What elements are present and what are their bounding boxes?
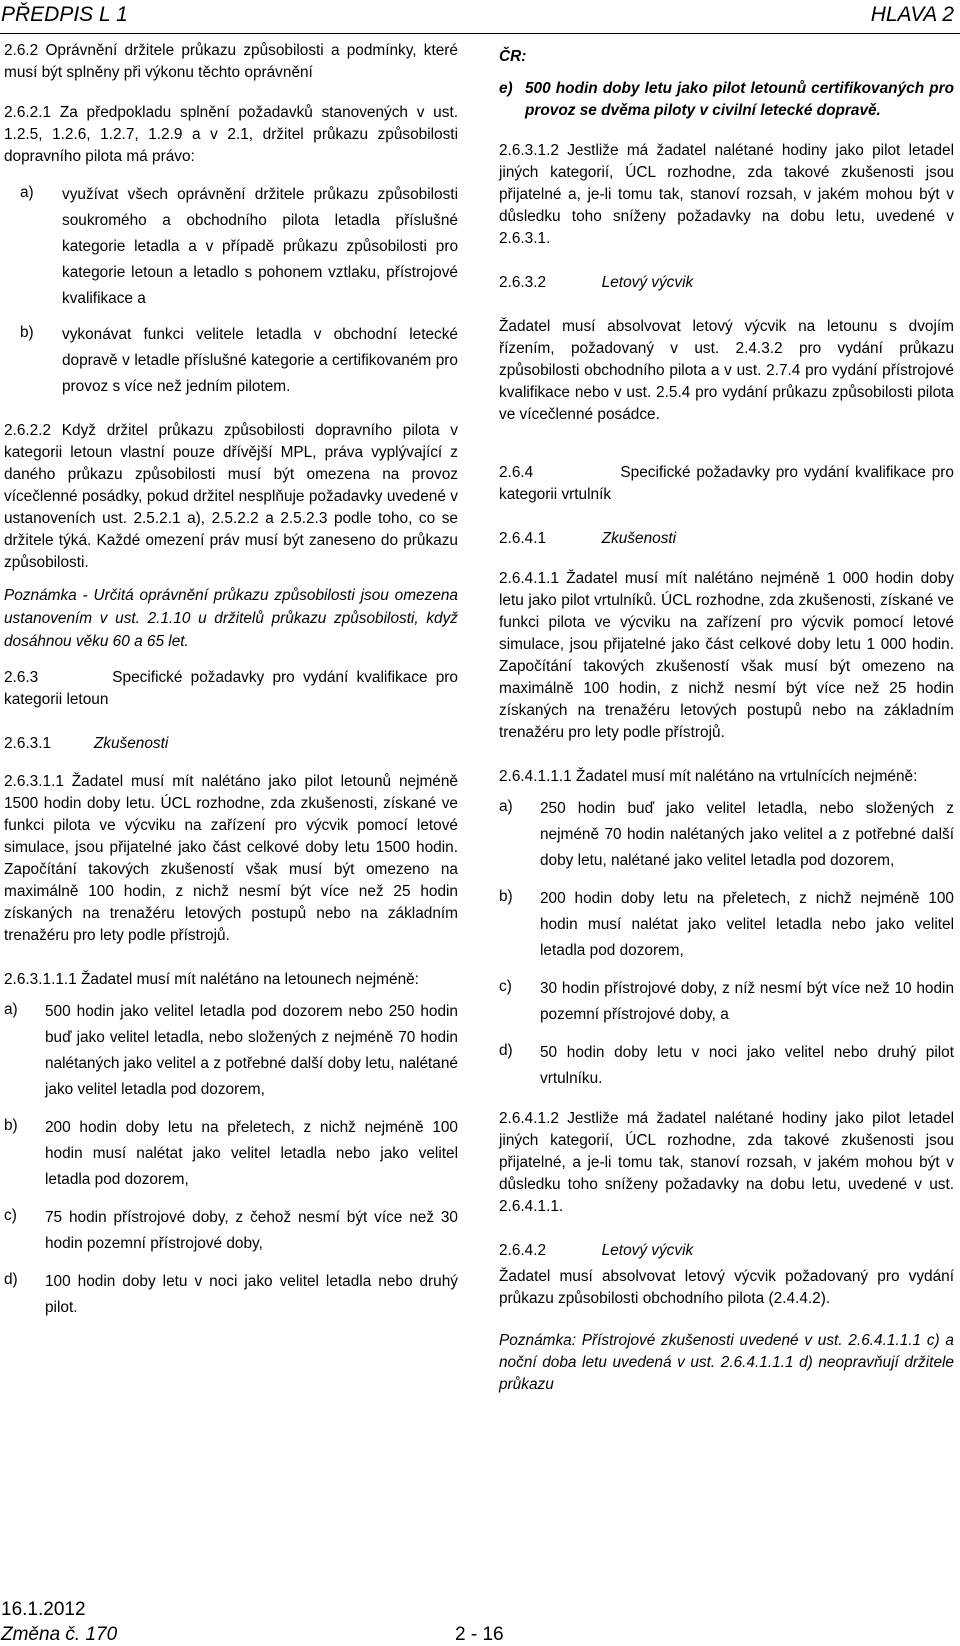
list-item (499, 796, 954, 874)
heading-2-6-3-1-number: 2.6.3.1 (4, 735, 52, 752)
heading-2-6-4-text: Specifické požadavky pro vydání kvalifikace pro kategorii vrtulník (499, 464, 954, 503)
list-item-marker: b) (20, 324, 34, 341)
list-item-marker: c) (499, 978, 512, 995)
heading-2-6-4-1-text: Zkušenosti (601, 530, 677, 547)
list-item (499, 886, 954, 964)
airplane-experience-list (4, 999, 458, 1321)
heading-2-6-3-1 (4, 733, 458, 755)
list-item-marker: d) (499, 1042, 513, 1059)
heading-2-6-4-1 (499, 528, 954, 550)
header-regulation: PŘEDPIS L 1 (1, 3, 128, 26)
footer-page-number: 2 - 16 (455, 1624, 504, 1645)
list-item-marker: e) (499, 80, 513, 97)
right-column (499, 46, 954, 1396)
left-column (4, 40, 458, 1321)
list-item-text: 75 hodin přístrojové doby, z čehož nesmí být více než 30 hodin pozemní přístrojové doby, (45, 1209, 458, 1252)
heading-2-6-4-number: 2.6.4 (499, 464, 534, 481)
heading-2-6-2-text: Oprávnění držitele průkazu způsobilosti a podmínky, které musí být splněny při výkonu těchto oprávnění (4, 42, 458, 81)
paragraph-2-6-4-1-1-1: 2.6.4.1.1.1 Žadatel musí mít nalétáno na vrtulnících nejméně: (499, 768, 918, 785)
paragraph-2-6-3-1-1-1: 2.6.3.1.1.1 Žadatel musí mít nalétáno na letounech nejméně: (4, 971, 419, 988)
heading-2-6-4-2-text: Letový výcvik (601, 1242, 694, 1259)
heading-2-6-3-1-text: Zkušenosti (93, 735, 169, 752)
list-item-marker: a) (4, 1001, 18, 1018)
heading-2-6-4 (499, 462, 954, 506)
list-item-marker: a) (20, 184, 34, 201)
heading-2-6-2 (4, 40, 458, 84)
list-item-text: 100 hodin doby letu v noci jako velitel letadla nebo druhý pilot. (45, 1273, 458, 1316)
cr-national-label: ČR: (499, 48, 527, 65)
list-item-text: 500 hodin doby letu jako pilot letounů certifikovaných pro provoz se dvěma piloty v civilní letecké dopravě. (525, 80, 954, 119)
list-item-marker: b) (499, 888, 513, 905)
footer-date: 16.1.2012 (1, 1599, 86, 1620)
page-header (0, 0, 960, 34)
list-item (4, 1115, 458, 1193)
paragraph-2-6-3-2: Žadatel musí absolvovat letový výcvik na letounu s dvojím řízením, požadovaný v ust. 2.4.3.2 pro vydání průkazu způsobilosti obchodního pilota a v ust. 2.7.4 pro vydání přístrojové kvalifikace nebo v ust. 2.5.4 pro vydání průkazu způsobilosti pilota ve vícečlenné posádce. (499, 318, 954, 423)
list-item-text: 30 hodin přístrojové doby, z níž nesmí být více než 10 hodin pozemní přístrojové doby, a (540, 980, 954, 1023)
helicopter-experience-list (499, 796, 954, 1092)
paragraph-2-6-4-1-2: 2.6.4.1.2 Jestliže má žadatel nalétané hodiny jako pilot letadel jiných kategorií, ÚCL rozhodne, zda takové zkušenosti jsou přijatelné, a je-li tomu tak, stanoví rozsah, v jakém mohou být v důsledku toho sníženy požadavky na dobu letu, uvedené v ust. 2.6.4.1.1. (499, 1110, 954, 1215)
list-item (499, 1040, 954, 1092)
list-item-text: 200 hodin doby letu na přeletech, z nichž nejméně 100 hodin musí nalétat jako velitel letadla nebo jako velitel letadla pod dozorem, (540, 890, 954, 959)
heading-2-6-2-number: 2.6.2 (4, 42, 39, 59)
list-item (499, 976, 954, 1028)
list-item (4, 999, 458, 1103)
heading-2-6-3-number: 2.6.3 (4, 669, 39, 686)
heading-2-6-3-2-text: Letový výcvik (601, 274, 694, 291)
paragraph-2-6-4-2: Žadatel musí absolvovat letový výcvik požadovaný pro vydání průkazu způsobilosti obchodního pilota (2.4.4.2). (499, 1268, 954, 1307)
note-age-limits: Poznámka - Určitá oprávnění průkazu způsobilosti jsou omezena ustanovením v ust. 2.1.10 u držitelů průkazu způsobilosti, když dosáhnou věku 60 a 65 let. (4, 587, 458, 650)
list-item-text: 50 hodin doby letu v noci jako velitel nebo druhý pilot vrtulníku. (540, 1044, 954, 1087)
list-item (20, 182, 458, 312)
footer-change: Změna č. 170 (1, 1624, 118, 1645)
list-item-text: vykonávat funkci velitele letadla v obchodní letecké dopravě v letadle příslušné kategorie a certifikovaném pro provoz s více než jedním pilotem. (62, 326, 458, 395)
cr-item (499, 78, 954, 122)
paragraph-2-6-2-2: 2.6.2.2 Když držitel průkazu způsobilosti dopravního pilota v kategorii letoun vlastní pouze dřívější MPL, práva vyplývající z daného průkazu způsobilosti musí být omezena na provoz vícečlenné posádky, pokud držitel nesplňuje požadavky uvedené v ustanoveních ust. 2.5.2.1 a), 2.5.2.2 a 2.5.2.3 podle toho, co se držitele týká. Každé omezení práv musí být zaneseno do průkazu způsobilosti. (4, 422, 458, 571)
list-item-marker: a) (499, 798, 513, 815)
paragraph-2-6-3-1-1: 2.6.3.1.1 Žadatel musí mít nalétáno jako pilot letounů nejméně 1500 hodin doby letu. ÚCL rozhodne, zda zkušenosti, získané ve funkci pilota ve výcviku na zařízení pro výcvik pomocí letové simulace, jsou přijatelné jako část celkové doby letu 1500 hodin. Započítání takových zkušeností však musí být omezeno na maximálně 100 hodin, z nichž nesmí být více než 25 hodin získaných na trenažéru letových postupů nebo na základním trenažéru pro lety podle přístrojů. (4, 773, 458, 944)
list-item-marker: d) (4, 1271, 18, 1288)
rights-list (4, 182, 458, 400)
list-item (4, 1269, 458, 1321)
heading-2-6-3-text: Specifické požadavky pro vydání kvalifikace pro kategorii letoun (4, 669, 458, 708)
heading-2-6-4-2 (499, 1240, 954, 1262)
list-item-text: 250 hodin buď jako velitel letadla, nebo složených z nejméně 70 hodin nalétaných jako velitel a z potřebné další doby letu, nalétané jako velitel letadla pod dozorem, (540, 800, 954, 869)
list-item-text: 500 hodin jako velitel letadla pod dozorem nebo 250 hodin buď jako velitel letadla, nebo složených z nejméně 70 hodin nalétaných jako velitel a z potřebné další doby letu, nalétané jako velitel letadla pod dozorem, (45, 1003, 458, 1098)
header-chapter: HLAVA 2 (870, 3, 954, 26)
list-item-text: 200 hodin doby letu na přeletech, z nichž nejméně 100 hodin musí nalétat jako velitel letadla nebo jako velitel letadla pod dozorem, (45, 1119, 458, 1188)
list-item (20, 322, 458, 400)
list-item-text: využívat všech oprávnění držitele průkazu způsobilosti soukromého a obchodního pilota letadla příslušné kategorie letadla a v případě průkazu způsobilosti pro kategorie letoun a letadlo s pohonem vztlaku, přístrojové kvalifikace a (62, 186, 458, 307)
paragraph-2-6-3-1-2: 2.6.3.1.2 Jestliže má žadatel nalétané hodiny jako pilot letadel jiných kategorií, ÚCL rozhodne, zda takové zkušenosti jsou přijatelné a, je-li tomu tak, stanoví rozsah, v jakém mohou být v důsledku toho sníženy požadavky na dobu letu, uvedené v 2.6.3.1. (499, 142, 954, 247)
paragraph-2-6-2-1: 2.6.2.1 Za předpokladu splnění požadavků stanovených v ust. 1.2.5, 1.2.6, 1.2.7, 1.2.9 a v 2.1, držitel průkazu způsobilosti dopravního pilota má právo: (4, 104, 458, 165)
list-item-marker: c) (4, 1207, 17, 1224)
heading-2-6-3 (4, 667, 458, 711)
list-item (4, 1205, 458, 1257)
list-item-marker: b) (4, 1117, 18, 1134)
heading-2-6-3-2 (499, 272, 954, 294)
note-helicopter-experience: Poznámka: Přístrojové zkušenosti uvedené v ust. 2.6.4.1.1.1 c) a noční doba letu uvedená v ust. 2.6.4.1.1.1 d) neopravňují držitele průkazu (499, 1332, 954, 1393)
heading-2-6-4-1-number: 2.6.4.1 (499, 530, 547, 547)
heading-2-6-3-2-number: 2.6.3.2 (499, 274, 547, 291)
paragraph-2-6-4-1-1: 2.6.4.1.1 Žadatel musí mít nalétáno nejméně 1 000 hodin doby letu jako pilot vrtulníků. ÚCL rozhodne, zda zkušenosti, získané ve funkci pilota ve výcviku na zařízení pro výcvik pomocí letové simulace, jsou přijatelné jako část celkové doby letu 1 000 hodin. Započítání takových zkušeností však musí být omezeno na maximálně 100 hodin, z nichž nesmí být více než 25 hodin získaných na trenažéru letových postupů nebo na základním trenažéru pro lety podle přístrojů. (499, 570, 954, 741)
heading-2-6-4-2-number: 2.6.4.2 (499, 1242, 547, 1259)
